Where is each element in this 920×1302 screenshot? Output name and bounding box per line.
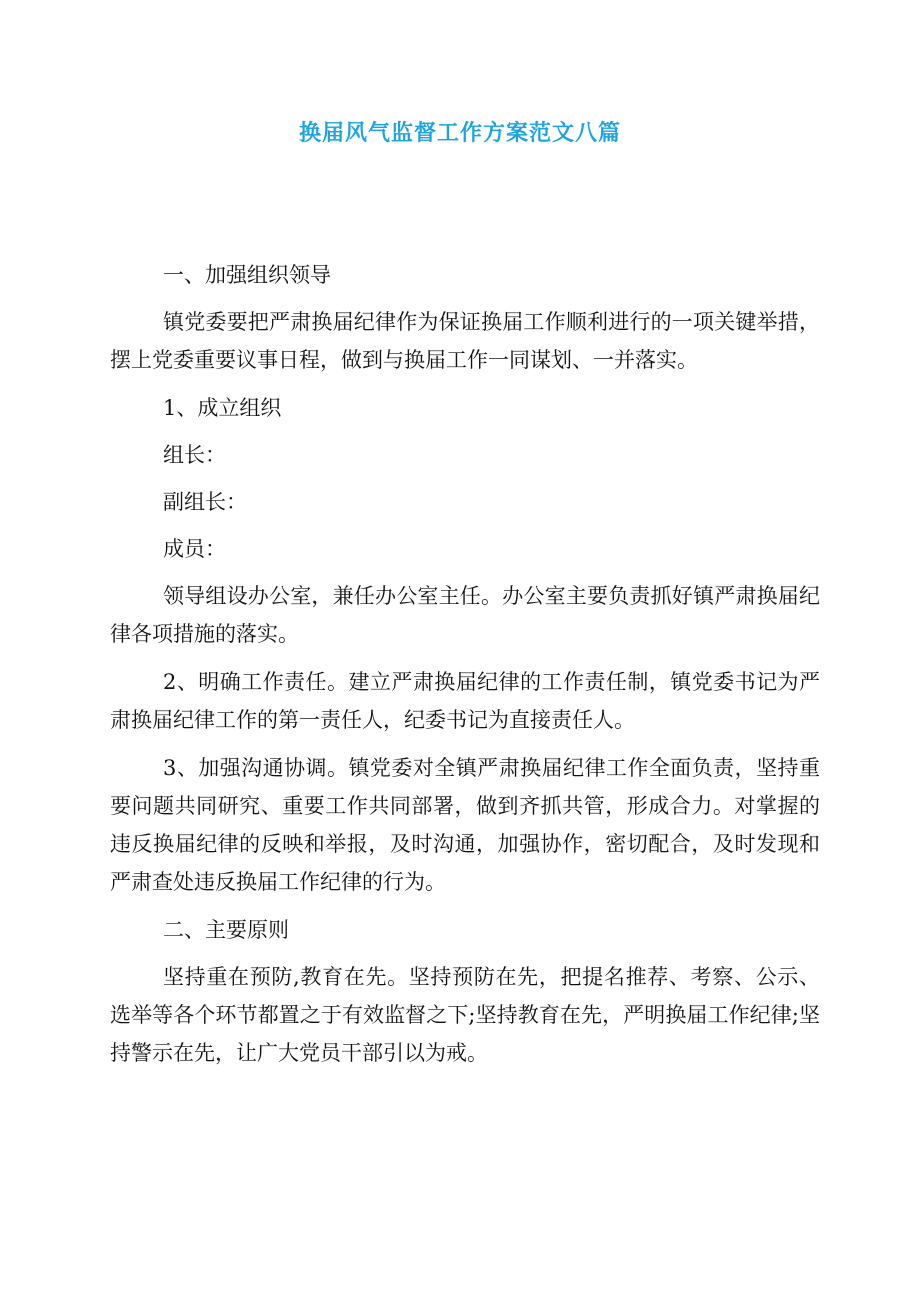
document-body: [110, 256, 820, 1082]
paragraph: 镇党委要把严肃换届纪律作为保证换届工作顺利进行的一项关键举措，摆上党委重要议事日程，做到与换届工作一同谋划、一并落实。: [110, 310, 820, 372]
section-heading-2: 二、主要原则: [163, 918, 289, 942]
section-heading-1: 一、加强组织领导: [163, 263, 331, 287]
document-title: 换届风气监督工作方案范文八篇: [298, 121, 621, 146]
paragraph: 坚持重在预防,教育在先。坚持预防在先，把提名推荐、考察、公示、选举等各个环节都置之于有效监督之下;坚持教育在先，严明换届工作纪律;坚持警示在先，让广大党员干部引以为戒。: [110, 965, 820, 1065]
paragraph: 2、明确工作责任。建立严肃换届纪律的工作责任制，镇党委书记为严肃换届纪律工作的第一责任人，纪委书记为直接责任人。: [110, 670, 820, 732]
subheading-establish-organization: 1、成立组织: [163, 396, 282, 420]
paragraph: 3、加强沟通协调。镇党委对全镇严肃换届纪律工作全面负责，坚持重要问题共同研究、重要工作共同部署，做到齐抓共管，形成合力。对掌握的违反换届纪律的反映和举报，及时沟通，加强协作，密切配合，及时发现和严肃查处违反换届工作纪律的行为。: [110, 756, 820, 894]
label-group-leader: 组长：: [163, 443, 226, 467]
label-members: 成员：: [163, 537, 226, 561]
label-deputy-leader: 副组长：: [163, 490, 247, 514]
paragraph: 领导组设办公室，兼任办公室主任。办公室主要负责抓好镇严肃换届纪律各项措施的落实。: [110, 584, 820, 646]
